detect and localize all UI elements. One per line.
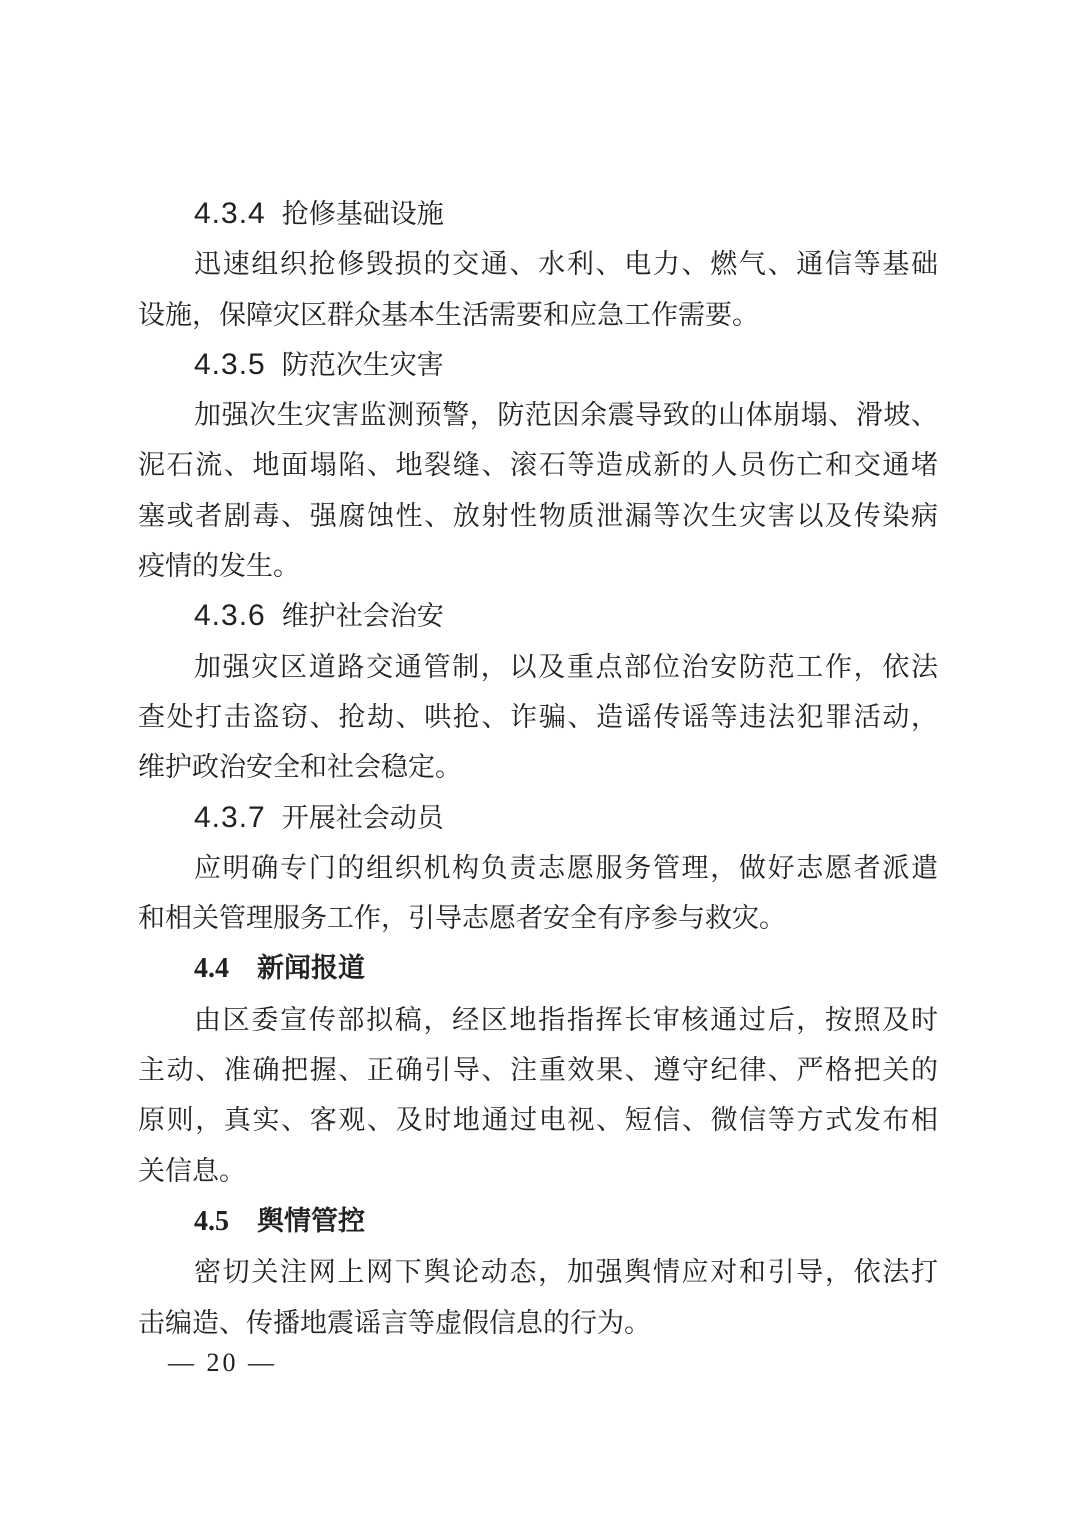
text-line: 加强灾区道路交通管制，以及重点部位治安防范工作，依法 bbox=[194, 651, 938, 682]
section-number: 4.5 bbox=[194, 1205, 229, 1237]
text-line: 击编造、传播地震谣言等虚假信息的行为。 bbox=[138, 1307, 651, 1338]
section-heading-4.3.5 bbox=[138, 340, 938, 390]
text-line: 查处打击盗窃、抢劫、哄抢、诈骗、造谣传谣等违法犯罪活动， bbox=[138, 701, 938, 732]
text-line: 加强次生灾害监测预警，防范因余震导致的山体崩塌、滑坡、 bbox=[194, 400, 938, 431]
section-heading-4.3.4 bbox=[138, 189, 938, 239]
section-number: 4.3.4 bbox=[194, 197, 266, 230]
page-number-footer: — 20 — bbox=[168, 1348, 277, 1377]
section-title: 开展社会动员 bbox=[281, 802, 444, 833]
text-line: 密切关注网上网下舆论动态，加强舆情应对和引导，依法打 bbox=[194, 1257, 938, 1288]
section-title: 舆情管控 bbox=[257, 1205, 365, 1236]
text-line: 塞或者剧毒、强腐蚀性、放射性物质泄漏等次生灾害以及传染病 bbox=[138, 500, 938, 531]
text-line: 主动、准确把握、正确引导、注重效果、遵守纪律、严格把关的 bbox=[138, 1055, 938, 1086]
section-heading-4.3.7 bbox=[138, 793, 938, 843]
section-number: 4.4 bbox=[194, 953, 229, 985]
text-line: 泥石流、地面塌陷、地裂缝、滚石等造成新的人员伤亡和交通堵 bbox=[138, 450, 938, 481]
section-number: 4.3.7 bbox=[194, 800, 266, 834]
text-line: 由区委宣传部拟稿，经区地指指挥长审核通过后，按照及时 bbox=[194, 1004, 938, 1035]
section-number: 4.3.5 bbox=[194, 347, 266, 381]
section-heading-4.5 bbox=[138, 1196, 938, 1247]
text-line: 原则，真实、客观、及时地通过电视、短信、微信等方式发布相 bbox=[138, 1105, 938, 1136]
section-title: 防范次生灾害 bbox=[281, 349, 444, 380]
section-heading-4.3.6 bbox=[138, 591, 938, 641]
text-line: 和相关管理服务工作，引导志愿者安全有序参与救灾。 bbox=[138, 903, 786, 934]
section-number: 4.3.6 bbox=[194, 599, 266, 633]
document-body bbox=[138, 189, 938, 1348]
text-line: 应明确专门的组织机构负责志愿服务管理，做好志愿者派遣 bbox=[194, 852, 938, 883]
text-line: 迅速组织抢修毁损的交通、水利、电力、燃气、通信等基础 bbox=[194, 249, 938, 280]
section-title: 新闻报道 bbox=[257, 953, 365, 984]
text-line: 疫情的发生。 bbox=[138, 551, 300, 582]
text-line: 设施，保障灾区群众基本生活需要和应急工作需要。 bbox=[138, 299, 759, 330]
text-line: 关信息。 bbox=[138, 1155, 246, 1186]
section-title: 维护社会治安 bbox=[281, 601, 444, 632]
section-heading-4.4 bbox=[138, 943, 938, 994]
section-title: 抢修基础设施 bbox=[281, 199, 444, 229]
text-line: 维护政治安全和社会稳定。 bbox=[138, 752, 462, 783]
